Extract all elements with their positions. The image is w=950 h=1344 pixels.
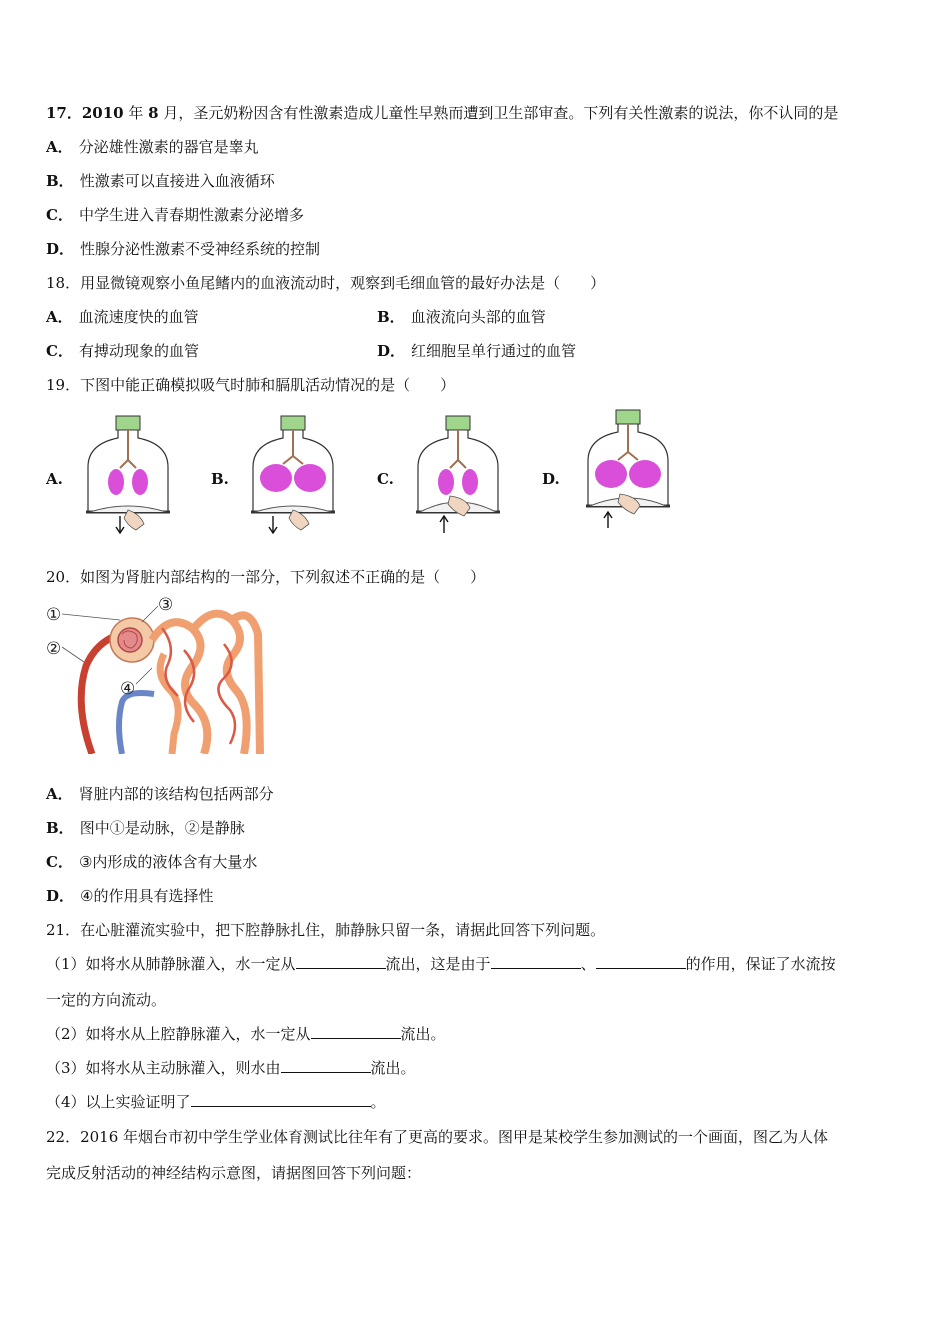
lung-left <box>108 469 124 495</box>
answer-blank[interactable] <box>296 954 386 969</box>
q22-number: 22． <box>46 1128 81 1146</box>
option-text: 性腺分泌性激素不受神经系统的控制 <box>80 240 321 258</box>
bronchi <box>120 460 136 468</box>
q22-stem-line-2: 完成反射活动的神经结构示意图，请据图回答下列问题： <box>46 1164 422 1182</box>
q21-part-3 <box>46 1058 416 1078</box>
q21-part-1-cont: 一定的方向流动。 <box>46 991 167 1009</box>
q18-stem-text: 用显微镜观察小鱼尾鳍内的血液流动时，观察到毛细血管的最好办法是（ ） <box>80 274 606 292</box>
q21-p1-text-c: 、 <box>580 955 596 973</box>
lung-left <box>260 464 292 492</box>
option-text: ③内形成的液体含有大量水 <box>78 853 258 871</box>
label-line-1 <box>62 614 120 620</box>
label-line-4 <box>136 668 152 684</box>
q20-nephron-figure <box>44 594 269 754</box>
option-label: D． <box>377 342 406 360</box>
lung-right <box>629 460 661 488</box>
option-label: A． <box>46 138 73 156</box>
stopper <box>616 410 640 424</box>
q19-figure-d[interactable] <box>578 406 678 531</box>
q21-p4-text-b: 。 <box>370 1093 386 1111</box>
loop <box>160 654 178 754</box>
q21-p1-text-b: 流出，这是由于 <box>385 955 491 973</box>
option-text: 肾脏内部的该结构包括两部分 <box>78 785 274 803</box>
bronchi <box>450 460 466 468</box>
q20-option-d[interactable] <box>46 886 213 906</box>
option-label: B． <box>46 172 74 190</box>
answer-blank[interactable] <box>311 1024 401 1039</box>
q17-option-a[interactable] <box>46 137 259 157</box>
option-text: 血流速度快的血管 <box>78 308 199 326</box>
stopper <box>446 416 470 430</box>
q21-p2-text-a: （2）如将水从上腔静脉灌入，水一定从 <box>46 1025 311 1043</box>
label-4: ④ <box>120 679 136 699</box>
q20-stem <box>46 567 485 587</box>
q21-part-2 <box>46 1024 446 1044</box>
stopper <box>116 416 140 430</box>
q18-stem <box>46 273 605 293</box>
q21-p4-text-a: （4）以上实验证明了 <box>46 1093 191 1111</box>
option-text: 有搏动现象的血管 <box>78 342 199 360</box>
q18-option-b[interactable] <box>377 307 546 327</box>
lung-right <box>462 469 478 495</box>
hand <box>618 494 640 514</box>
q21-part-4 <box>46 1092 386 1112</box>
q21-p3-text-b: 流出。 <box>370 1059 416 1077</box>
q22-stem-line-1 <box>46 1127 828 1147</box>
vein <box>119 693 154 754</box>
lung-left <box>595 460 627 488</box>
label-1: ① <box>46 605 62 625</box>
q20-option-b[interactable] <box>46 818 245 838</box>
option-label: B． <box>377 308 405 326</box>
bronchi <box>283 456 303 464</box>
q21-number: 21． <box>46 921 81 939</box>
q17-option-b[interactable] <box>46 171 275 191</box>
q19-option-a-label[interactable]: A. <box>46 470 63 488</box>
q18-number: 18． <box>46 274 81 292</box>
q17-stem-b: 月，圣元奶粉因含有性激素造成儿童性早熟而遭到卫生部审查。下列有关性激素的说法，你不认同的是 <box>158 104 839 122</box>
q18-option-d[interactable] <box>377 341 576 361</box>
tubule <box>152 622 207 754</box>
q19-option-b-label[interactable]: B. <box>211 470 229 488</box>
label-2: ② <box>46 639 62 659</box>
option-label: A． <box>46 785 73 803</box>
q21-part-1 <box>46 954 836 974</box>
bronchi <box>618 452 638 460</box>
q20-number: 20． <box>46 568 81 586</box>
option-text: ④的作用具有选择性 <box>80 887 214 905</box>
q21-p3-text-a: （3）如将水从主动脉灌入，则水由 <box>46 1059 281 1077</box>
option-label: A． <box>46 308 73 326</box>
q17-month: 8 <box>148 104 159 122</box>
stopper <box>281 416 305 430</box>
q18-option-a[interactable] <box>46 307 199 327</box>
q17-number: 17． <box>46 104 82 122</box>
option-text: 图中①是动脉，②是静脉 <box>79 819 245 837</box>
q19-figure-a[interactable] <box>78 412 178 537</box>
q21-stem <box>46 920 605 940</box>
label-line-2 <box>62 647 84 662</box>
q19-figure-c[interactable] <box>408 412 508 537</box>
option-label: C． <box>46 342 73 360</box>
q19-stem-text: 下图中能正确模拟吸气时肺和膈肌活动情况的是（ ） <box>80 376 456 394</box>
answer-blank[interactable] <box>281 1058 371 1073</box>
q19-stem <box>46 375 455 395</box>
q17-option-d[interactable] <box>46 239 320 259</box>
option-label: D． <box>46 887 75 905</box>
lung-right <box>294 464 326 492</box>
q21-p1-text-a: （1）如将水从肺静脉灌入，水一定从 <box>46 955 296 973</box>
q17-stem-a: 年 <box>123 104 149 122</box>
answer-blank[interactable] <box>491 954 581 969</box>
option-text: 血液流向头部的血管 <box>410 308 546 326</box>
lung-left <box>438 469 454 495</box>
option-text: 红细胞呈单行通过的血管 <box>411 342 577 360</box>
lung-right <box>132 469 148 495</box>
q20-option-a[interactable] <box>46 784 274 804</box>
option-label: C． <box>46 206 73 224</box>
q19-number: 19． <box>46 376 81 394</box>
q17-option-c[interactable] <box>46 205 304 225</box>
q22-line1-text: 2016 年烟台市初中学生学业体育测试比往年有了更高的要求。图甲是某校学生参加测试的一个画面，图乙为人体 <box>80 1128 829 1146</box>
q21-stem-text: 在心脏灌流实验中，把下腔静脉扎住，肺静脉只留一条，请据此回答下列问题。 <box>80 921 606 939</box>
option-text: 分泌雄性激素的器官是睾丸 <box>78 138 259 156</box>
q19-option-c-label[interactable]: C. <box>377 470 394 488</box>
q17-stem <box>46 103 838 123</box>
option-label: C． <box>46 853 73 871</box>
option-label: D． <box>46 240 75 258</box>
label-line-3 <box>142 606 158 622</box>
q20-stem-text: 如图为肾脏内部结构的一部分，下列叙述不正确的是（ ） <box>80 568 486 586</box>
label-3: ③ <box>158 595 174 615</box>
answer-blank[interactable] <box>596 954 686 969</box>
option-text: 性激素可以直接进入血液循环 <box>79 172 275 190</box>
q19-option-d-label[interactable]: D. <box>542 470 560 488</box>
q20-option-c[interactable] <box>46 852 257 872</box>
q17-year: 2010 <box>81 104 124 122</box>
q19-figure-b[interactable] <box>243 412 343 537</box>
q18-option-c[interactable] <box>46 341 199 361</box>
q21-p2-text-b: 流出。 <box>400 1025 446 1043</box>
answer-blank[interactable] <box>191 1092 371 1107</box>
q21-p1-text-d: 的作用，保证了水流按 <box>685 955 836 973</box>
option-text: 中学生进入青春期性激素分泌增多 <box>78 206 304 224</box>
option-label: B． <box>46 819 74 837</box>
